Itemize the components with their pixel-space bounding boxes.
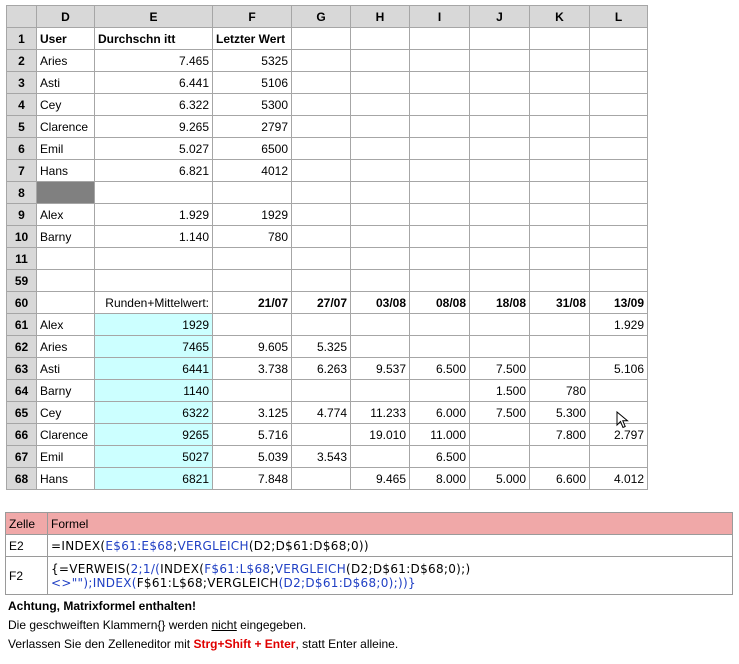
sheet-cell[interactable] bbox=[470, 138, 530, 160]
sheet-cell[interactable] bbox=[351, 28, 410, 50]
formula-text[interactable] bbox=[48, 557, 733, 595]
sheet-cell[interactable] bbox=[37, 292, 95, 314]
sheet-cell[interactable] bbox=[590, 182, 648, 204]
sheet-cell[interactable]: 9.465 bbox=[351, 468, 410, 490]
sheet-cell[interactable] bbox=[292, 204, 351, 226]
sheet-cell[interactable] bbox=[410, 248, 470, 270]
sheet-cell[interactable]: 9.605 bbox=[213, 336, 292, 358]
sheet-cell[interactable]: 19.010 bbox=[351, 424, 410, 446]
sheet-cell[interactable] bbox=[292, 160, 351, 182]
formula-table-header bbox=[6, 513, 733, 535]
sheet-cell[interactable] bbox=[292, 468, 351, 490]
row-header[interactable]: 66 bbox=[7, 424, 37, 446]
sheet-cell[interactable]: 7.500 bbox=[470, 402, 530, 424]
formula-segment: INDEX( bbox=[160, 561, 205, 576]
row-header[interactable]: 11 bbox=[7, 248, 37, 270]
sheet-cell[interactable]: 6.441 bbox=[95, 72, 213, 94]
sheet-cell[interactable] bbox=[410, 116, 470, 138]
row-header[interactable]: 62 bbox=[7, 336, 37, 358]
sheet-cell[interactable]: Asti bbox=[37, 72, 95, 94]
sheet-cell[interactable] bbox=[470, 270, 530, 292]
sheet-cell[interactable]: 21/07 bbox=[213, 292, 292, 314]
sheet-cell[interactable] bbox=[590, 336, 648, 358]
sheet-cell[interactable]: 9.265 bbox=[95, 116, 213, 138]
sheet-cell[interactable] bbox=[292, 116, 351, 138]
formula-segment: (D2;D$61:D$68;0);))} bbox=[278, 575, 416, 590]
sheet-cell[interactable]: Cey bbox=[37, 94, 95, 116]
sheet-cell[interactable]: 3.125 bbox=[213, 402, 292, 424]
sheet-cell[interactable] bbox=[470, 50, 530, 72]
sheet-cell[interactable]: Durchschn itt bbox=[95, 28, 213, 50]
column-header[interactable]: G bbox=[292, 6, 351, 28]
sheet-row bbox=[7, 204, 648, 226]
sheet-row bbox=[7, 28, 648, 50]
sheet-cell[interactable]: 7.465 bbox=[95, 50, 213, 72]
sheet-cell[interactable] bbox=[292, 226, 351, 248]
notes bbox=[8, 597, 398, 654]
sheet-row bbox=[7, 402, 648, 424]
note-braces bbox=[8, 616, 398, 635]
sheet-cell[interactable] bbox=[590, 204, 648, 226]
sheet-cell[interactable] bbox=[351, 270, 410, 292]
row-header[interactable]: 2 bbox=[7, 50, 37, 72]
sheet-row bbox=[7, 446, 648, 468]
sheet-cell[interactable] bbox=[470, 446, 530, 468]
formula-segment: (D2;D$61:D$68;0)) bbox=[248, 538, 369, 553]
formula-segment: E$61:E$68 bbox=[105, 538, 174, 553]
sheet-cell[interactable]: 1.500 bbox=[470, 380, 530, 402]
sheet-cell[interactable]: 7.800 bbox=[530, 424, 590, 446]
row-header[interactable]: 59 bbox=[7, 270, 37, 292]
sheet-cell[interactable]: Letzter Wert bbox=[213, 28, 292, 50]
note-enter bbox=[8, 635, 398, 654]
sheet-cell[interactable] bbox=[292, 248, 351, 270]
sheet-cell[interactable] bbox=[470, 424, 530, 446]
column-header[interactable]: F bbox=[213, 6, 292, 28]
sheet-cell[interactable] bbox=[351, 182, 410, 204]
formula-segment: VERGLEICH bbox=[177, 538, 249, 553]
note-enter-b: , statt Enter alleine. bbox=[295, 637, 399, 651]
sheet-cell[interactable]: 5.716 bbox=[213, 424, 292, 446]
sheet-cell[interactable] bbox=[351, 72, 410, 94]
sheet-cell[interactable] bbox=[470, 160, 530, 182]
sheet-cell[interactable] bbox=[590, 270, 648, 292]
sheet-cell[interactable] bbox=[351, 50, 410, 72]
sheet-cell[interactable]: 1929 bbox=[213, 204, 292, 226]
note-warning bbox=[8, 597, 398, 616]
sheet-cell[interactable] bbox=[37, 248, 95, 270]
select-all-corner[interactable] bbox=[7, 6, 37, 28]
sheet-cell[interactable] bbox=[590, 226, 648, 248]
sheet-cell[interactable] bbox=[530, 94, 590, 116]
zelle-header: Zelle bbox=[6, 513, 48, 535]
sheet-cell[interactable]: 27/07 bbox=[292, 292, 351, 314]
row-header[interactable]: 68 bbox=[7, 468, 37, 490]
sheet-cell[interactable] bbox=[470, 72, 530, 94]
row-header[interactable]: 6 bbox=[7, 138, 37, 160]
sheet-cell[interactable] bbox=[470, 204, 530, 226]
sheet-cell[interactable] bbox=[351, 380, 410, 402]
column-header[interactable]: J bbox=[470, 6, 530, 28]
sheet-cell[interactable]: 6821 bbox=[95, 468, 213, 490]
column-header[interactable]: L bbox=[590, 6, 648, 28]
sheet-row bbox=[7, 226, 648, 248]
sheet-row bbox=[7, 94, 648, 116]
sheet-row bbox=[7, 380, 648, 402]
formula-table bbox=[5, 512, 733, 595]
sheet-row bbox=[7, 182, 648, 204]
sheet-cell[interactable] bbox=[590, 72, 648, 94]
sheet-cell[interactable]: Emil bbox=[37, 138, 95, 160]
sheet-cell[interactable] bbox=[410, 380, 470, 402]
sheet-cell[interactable] bbox=[470, 336, 530, 358]
sheet-cell[interactable] bbox=[530, 226, 590, 248]
formula-text[interactable] bbox=[48, 535, 733, 557]
sheet-cell[interactable]: 11.233 bbox=[351, 402, 410, 424]
sheet-cell[interactable]: Emil bbox=[37, 446, 95, 468]
sheet-row bbox=[7, 292, 648, 314]
sheet-cell[interactable] bbox=[351, 94, 410, 116]
sheet-cell[interactable]: 7465 bbox=[95, 336, 213, 358]
formula-segment: VERGLEICH bbox=[274, 561, 347, 576]
sheet-cell[interactable]: 5.027 bbox=[95, 138, 213, 160]
sheet-cell[interactable] bbox=[351, 446, 410, 468]
sheet-cell[interactable]: 6.322 bbox=[95, 94, 213, 116]
sheet-cell[interactable]: 780 bbox=[530, 380, 590, 402]
sheet-cell[interactable] bbox=[590, 160, 648, 182]
note-braces-b: eingegeben. bbox=[236, 618, 307, 632]
sheet-cell[interactable] bbox=[470, 226, 530, 248]
sheet-cell[interactable] bbox=[530, 28, 590, 50]
row-header[interactable]: 4 bbox=[7, 94, 37, 116]
sheet-cell[interactable] bbox=[590, 380, 648, 402]
sheet-row bbox=[7, 270, 648, 292]
formula-row-e2 bbox=[6, 535, 733, 557]
formula-segment: (D2;D$61:D$68;0);) bbox=[346, 561, 471, 576]
sheet-cell[interactable] bbox=[292, 380, 351, 402]
sheet-cell[interactable]: 7.848 bbox=[213, 468, 292, 490]
row-header[interactable]: 3 bbox=[7, 72, 37, 94]
sheet-cell[interactable] bbox=[351, 160, 410, 182]
sheet-cell[interactable]: 8.000 bbox=[410, 468, 470, 490]
sheet-cell[interactable] bbox=[590, 248, 648, 270]
sheet-row bbox=[7, 358, 648, 380]
sheet-cell[interactable] bbox=[95, 182, 213, 204]
sheet-cell[interactable] bbox=[410, 160, 470, 182]
sheet-cell[interactable]: 6500 bbox=[213, 138, 292, 160]
sheet-cell[interactable]: 2797 bbox=[213, 116, 292, 138]
formula-cell-ref: E2 bbox=[6, 535, 48, 557]
row-header[interactable]: 8 bbox=[7, 182, 37, 204]
sheet-cell[interactable]: 6.500 bbox=[410, 446, 470, 468]
sheet-cell[interactable] bbox=[530, 314, 590, 336]
sheet-cell[interactable]: 31/08 bbox=[530, 292, 590, 314]
sheet-cell[interactable]: Asti bbox=[37, 358, 95, 380]
sheet-cell[interactable] bbox=[410, 226, 470, 248]
sheet-cell[interactable]: 08/08 bbox=[410, 292, 470, 314]
row-header[interactable]: 64 bbox=[7, 380, 37, 402]
sheet-cell[interactable]: 7.500 bbox=[470, 358, 530, 380]
formula-segment: INDEX( bbox=[92, 575, 137, 590]
sheet-cell[interactable]: Barny bbox=[37, 380, 95, 402]
sheet-cell[interactable]: 2.797 bbox=[590, 424, 648, 446]
sheet-cell[interactable] bbox=[95, 248, 213, 270]
sheet-row bbox=[7, 336, 648, 358]
sheet-row bbox=[7, 72, 648, 94]
sheet-cell[interactable]: 6.500 bbox=[410, 358, 470, 380]
sheet-cell[interactable] bbox=[292, 314, 351, 336]
column-header[interactable]: I bbox=[410, 6, 470, 28]
sheet-cell[interactable] bbox=[351, 248, 410, 270]
sheet-cell[interactable]: Hans bbox=[37, 160, 95, 182]
row-header[interactable]: 60 bbox=[7, 292, 37, 314]
sheet-cell[interactable]: 9265 bbox=[95, 424, 213, 446]
sheet-cell[interactable] bbox=[213, 380, 292, 402]
sheet-cell[interactable]: 4.012 bbox=[590, 468, 648, 490]
sheet-cell[interactable]: 9.537 bbox=[351, 358, 410, 380]
sheet-cell[interactable] bbox=[410, 336, 470, 358]
sheet-cell[interactable]: Hans bbox=[37, 468, 95, 490]
sheet-cell[interactable]: Alex bbox=[37, 314, 95, 336]
column-header[interactable]: K bbox=[530, 6, 590, 28]
sheet-cell[interactable] bbox=[351, 226, 410, 248]
sheet-cell[interactable] bbox=[470, 28, 530, 50]
formula-segment: ; bbox=[270, 561, 275, 576]
sheet-cell[interactable]: 11.000 bbox=[410, 424, 470, 446]
sheet-cell[interactable]: Alex bbox=[37, 204, 95, 226]
sheet-row bbox=[7, 50, 648, 72]
sheet-cell[interactable]: 1.140 bbox=[95, 226, 213, 248]
note-warning-text: Achtung, Matrixformel enthalten! bbox=[8, 599, 197, 613]
formula-segment: {=VERWEIS( bbox=[51, 561, 131, 576]
sheet-cell[interactable] bbox=[292, 50, 351, 72]
sheet-cell[interactable] bbox=[410, 138, 470, 160]
formula-segment: ; bbox=[173, 538, 178, 553]
formula-segment: F$61:L$68 bbox=[204, 561, 271, 576]
sheet-cell[interactable] bbox=[530, 336, 590, 358]
sheet-cell[interactable] bbox=[470, 94, 530, 116]
sheet-cell[interactable] bbox=[590, 50, 648, 72]
sheet-cell[interactable]: Aries bbox=[37, 50, 95, 72]
note-braces-nicht: nicht bbox=[211, 618, 237, 632]
row-header[interactable]: 1 bbox=[7, 28, 37, 50]
sheet-cell[interactable]: 1929 bbox=[95, 314, 213, 336]
formula-segment: <>""); bbox=[51, 575, 93, 590]
sheet-cell[interactable]: 5.039 bbox=[213, 446, 292, 468]
sheet-cell[interactable]: 5.000 bbox=[470, 468, 530, 490]
formula-cell-ref: F2 bbox=[6, 557, 48, 595]
row-header[interactable]: 65 bbox=[7, 402, 37, 424]
column-header[interactable]: D bbox=[37, 6, 95, 28]
sheet-cell[interactable] bbox=[213, 182, 292, 204]
sheet-cell[interactable]: 6322 bbox=[95, 402, 213, 424]
sheet-cell[interactable]: 1.929 bbox=[95, 204, 213, 226]
sheet-row bbox=[7, 138, 648, 160]
sheet-cell[interactable] bbox=[351, 116, 410, 138]
sheet-cell[interactable]: User bbox=[37, 28, 95, 50]
sheet-cell[interactable]: 03/08 bbox=[351, 292, 410, 314]
sheet-cell[interactable]: 6.600 bbox=[530, 468, 590, 490]
sheet-cell[interactable]: 5325 bbox=[213, 50, 292, 72]
sheet-cell[interactable]: 5.106 bbox=[590, 358, 648, 380]
mouse-pointer-icon bbox=[616, 411, 630, 429]
formula-segment: =INDEX( bbox=[51, 538, 106, 553]
sheet-cell[interactable] bbox=[410, 314, 470, 336]
spreadsheet-grid bbox=[6, 5, 648, 490]
column-header[interactable]: H bbox=[351, 6, 410, 28]
sheet-cell[interactable]: Runden+Mittelwert: bbox=[95, 292, 213, 314]
sheet-cell[interactable]: 18/08 bbox=[470, 292, 530, 314]
sheet-cell[interactable]: 3.738 bbox=[213, 358, 292, 380]
row-header[interactable]: 10 bbox=[7, 226, 37, 248]
sheet-cell[interactable] bbox=[530, 270, 590, 292]
sheet-cell[interactable] bbox=[470, 182, 530, 204]
sheet-cell[interactable] bbox=[410, 94, 470, 116]
sheet-cell[interactable] bbox=[470, 314, 530, 336]
sheet-cell[interactable] bbox=[410, 28, 470, 50]
sheet-cell[interactable] bbox=[470, 116, 530, 138]
sheet-cell[interactable] bbox=[590, 116, 648, 138]
sheet-cell[interactable] bbox=[590, 138, 648, 160]
sheet-cell[interactable]: 6.000 bbox=[410, 402, 470, 424]
sheet-cell[interactable] bbox=[530, 446, 590, 468]
sheet-cell[interactable]: 5.300 bbox=[530, 402, 590, 424]
sheet-cell[interactable] bbox=[530, 138, 590, 160]
sheet-cell[interactable] bbox=[292, 138, 351, 160]
sheet-cell[interactable] bbox=[530, 116, 590, 138]
sheet-cell[interactable]: 6.821 bbox=[95, 160, 213, 182]
sheet-cell[interactable] bbox=[292, 424, 351, 446]
sheet-cell[interactable] bbox=[590, 446, 648, 468]
sheet-cell[interactable] bbox=[213, 314, 292, 336]
note-braces-a: Die geschweiften Klammern{} werden bbox=[8, 618, 212, 632]
sheet-row bbox=[7, 314, 648, 336]
sheet-cell[interactable]: 1.929 bbox=[590, 314, 648, 336]
sheet-cell[interactable] bbox=[292, 182, 351, 204]
sheet-cell[interactable] bbox=[410, 182, 470, 204]
sheet-cell[interactable] bbox=[530, 182, 590, 204]
sheet-cell[interactable] bbox=[351, 204, 410, 226]
row-header[interactable]: 61 bbox=[7, 314, 37, 336]
sheet-cell[interactable] bbox=[292, 94, 351, 116]
sheet-cell[interactable]: 5027 bbox=[95, 446, 213, 468]
sheet-cell[interactable]: 6.263 bbox=[292, 358, 351, 380]
sheet-cell[interactable]: 4.774 bbox=[292, 402, 351, 424]
row-header[interactable]: 63 bbox=[7, 358, 37, 380]
sheet-cell[interactable] bbox=[292, 72, 351, 94]
sheet-cell[interactable]: 5.325 bbox=[292, 336, 351, 358]
formula-row-f2 bbox=[6, 557, 733, 595]
sheet-cell[interactable] bbox=[351, 314, 410, 336]
key-combination: Strg+Shift + Enter bbox=[193, 637, 296, 651]
sheet-cell[interactable] bbox=[590, 94, 648, 116]
sheet-cell[interactable] bbox=[530, 160, 590, 182]
sheet-cell[interactable] bbox=[470, 248, 530, 270]
sheet-cell[interactable]: 13/09 bbox=[590, 292, 648, 314]
formel-header: Formel bbox=[48, 513, 733, 535]
formula-segment: F$61:L$68;VERGLEICH bbox=[136, 575, 279, 590]
row-header[interactable]: 9 bbox=[7, 204, 37, 226]
sheet-cell[interactable] bbox=[530, 50, 590, 72]
sheet-cell[interactable] bbox=[410, 270, 470, 292]
sheet-cell[interactable]: 5300 bbox=[213, 94, 292, 116]
formula-segment: 2;1/( bbox=[130, 561, 161, 576]
sheet-cell[interactable] bbox=[213, 248, 292, 270]
sheet-cell[interactable]: Aries bbox=[37, 336, 95, 358]
sheet-cell[interactable]: Barny bbox=[37, 226, 95, 248]
sheet-row bbox=[7, 116, 648, 138]
sheet-cell[interactable]: Cey bbox=[37, 402, 95, 424]
sheet-cell[interactable] bbox=[410, 72, 470, 94]
sheet-row bbox=[7, 424, 648, 446]
row-header[interactable]: 7 bbox=[7, 160, 37, 182]
sheet-cell[interactable]: 6441 bbox=[95, 358, 213, 380]
sheet-cell[interactable] bbox=[530, 72, 590, 94]
column-header-row bbox=[7, 6, 648, 28]
sheet-cell[interactable]: 4012 bbox=[213, 160, 292, 182]
sheet-row bbox=[7, 468, 648, 490]
sheet-cell[interactable] bbox=[351, 138, 410, 160]
sheet-cell[interactable] bbox=[213, 270, 292, 292]
sheet-cell[interactable] bbox=[530, 358, 590, 380]
row-header[interactable]: 5 bbox=[7, 116, 37, 138]
sheet-cell[interactable]: 3.543 bbox=[292, 446, 351, 468]
sheet-cell[interactable]: 780 bbox=[213, 226, 292, 248]
sheet-cell[interactable]: 5106 bbox=[213, 72, 292, 94]
row-header[interactable]: 67 bbox=[7, 446, 37, 468]
sheet-cell[interactable] bbox=[410, 50, 470, 72]
sheet-cell[interactable] bbox=[292, 28, 351, 50]
sheet-cell[interactable] bbox=[351, 336, 410, 358]
sheet-cell[interactable] bbox=[37, 270, 95, 292]
column-header[interactable]: E bbox=[95, 6, 213, 28]
sheet-cell[interactable]: Clarence bbox=[37, 116, 95, 138]
sheet-row bbox=[7, 160, 648, 182]
sheet-cell[interactable] bbox=[410, 204, 470, 226]
sheet-cell[interactable] bbox=[95, 270, 213, 292]
note-enter-a: Verlassen Sie den Zelleneditor mit bbox=[8, 637, 194, 651]
sheet-cell[interactable] bbox=[590, 28, 648, 50]
sheet-cell[interactable]: Clarence bbox=[37, 424, 95, 446]
sheet-cell[interactable] bbox=[530, 204, 590, 226]
sheet-row bbox=[7, 248, 648, 270]
sheet-cell[interactable] bbox=[37, 182, 95, 204]
sheet-cell[interactable]: 1140 bbox=[95, 380, 213, 402]
sheet-cell[interactable] bbox=[292, 270, 351, 292]
sheet-cell[interactable] bbox=[530, 248, 590, 270]
